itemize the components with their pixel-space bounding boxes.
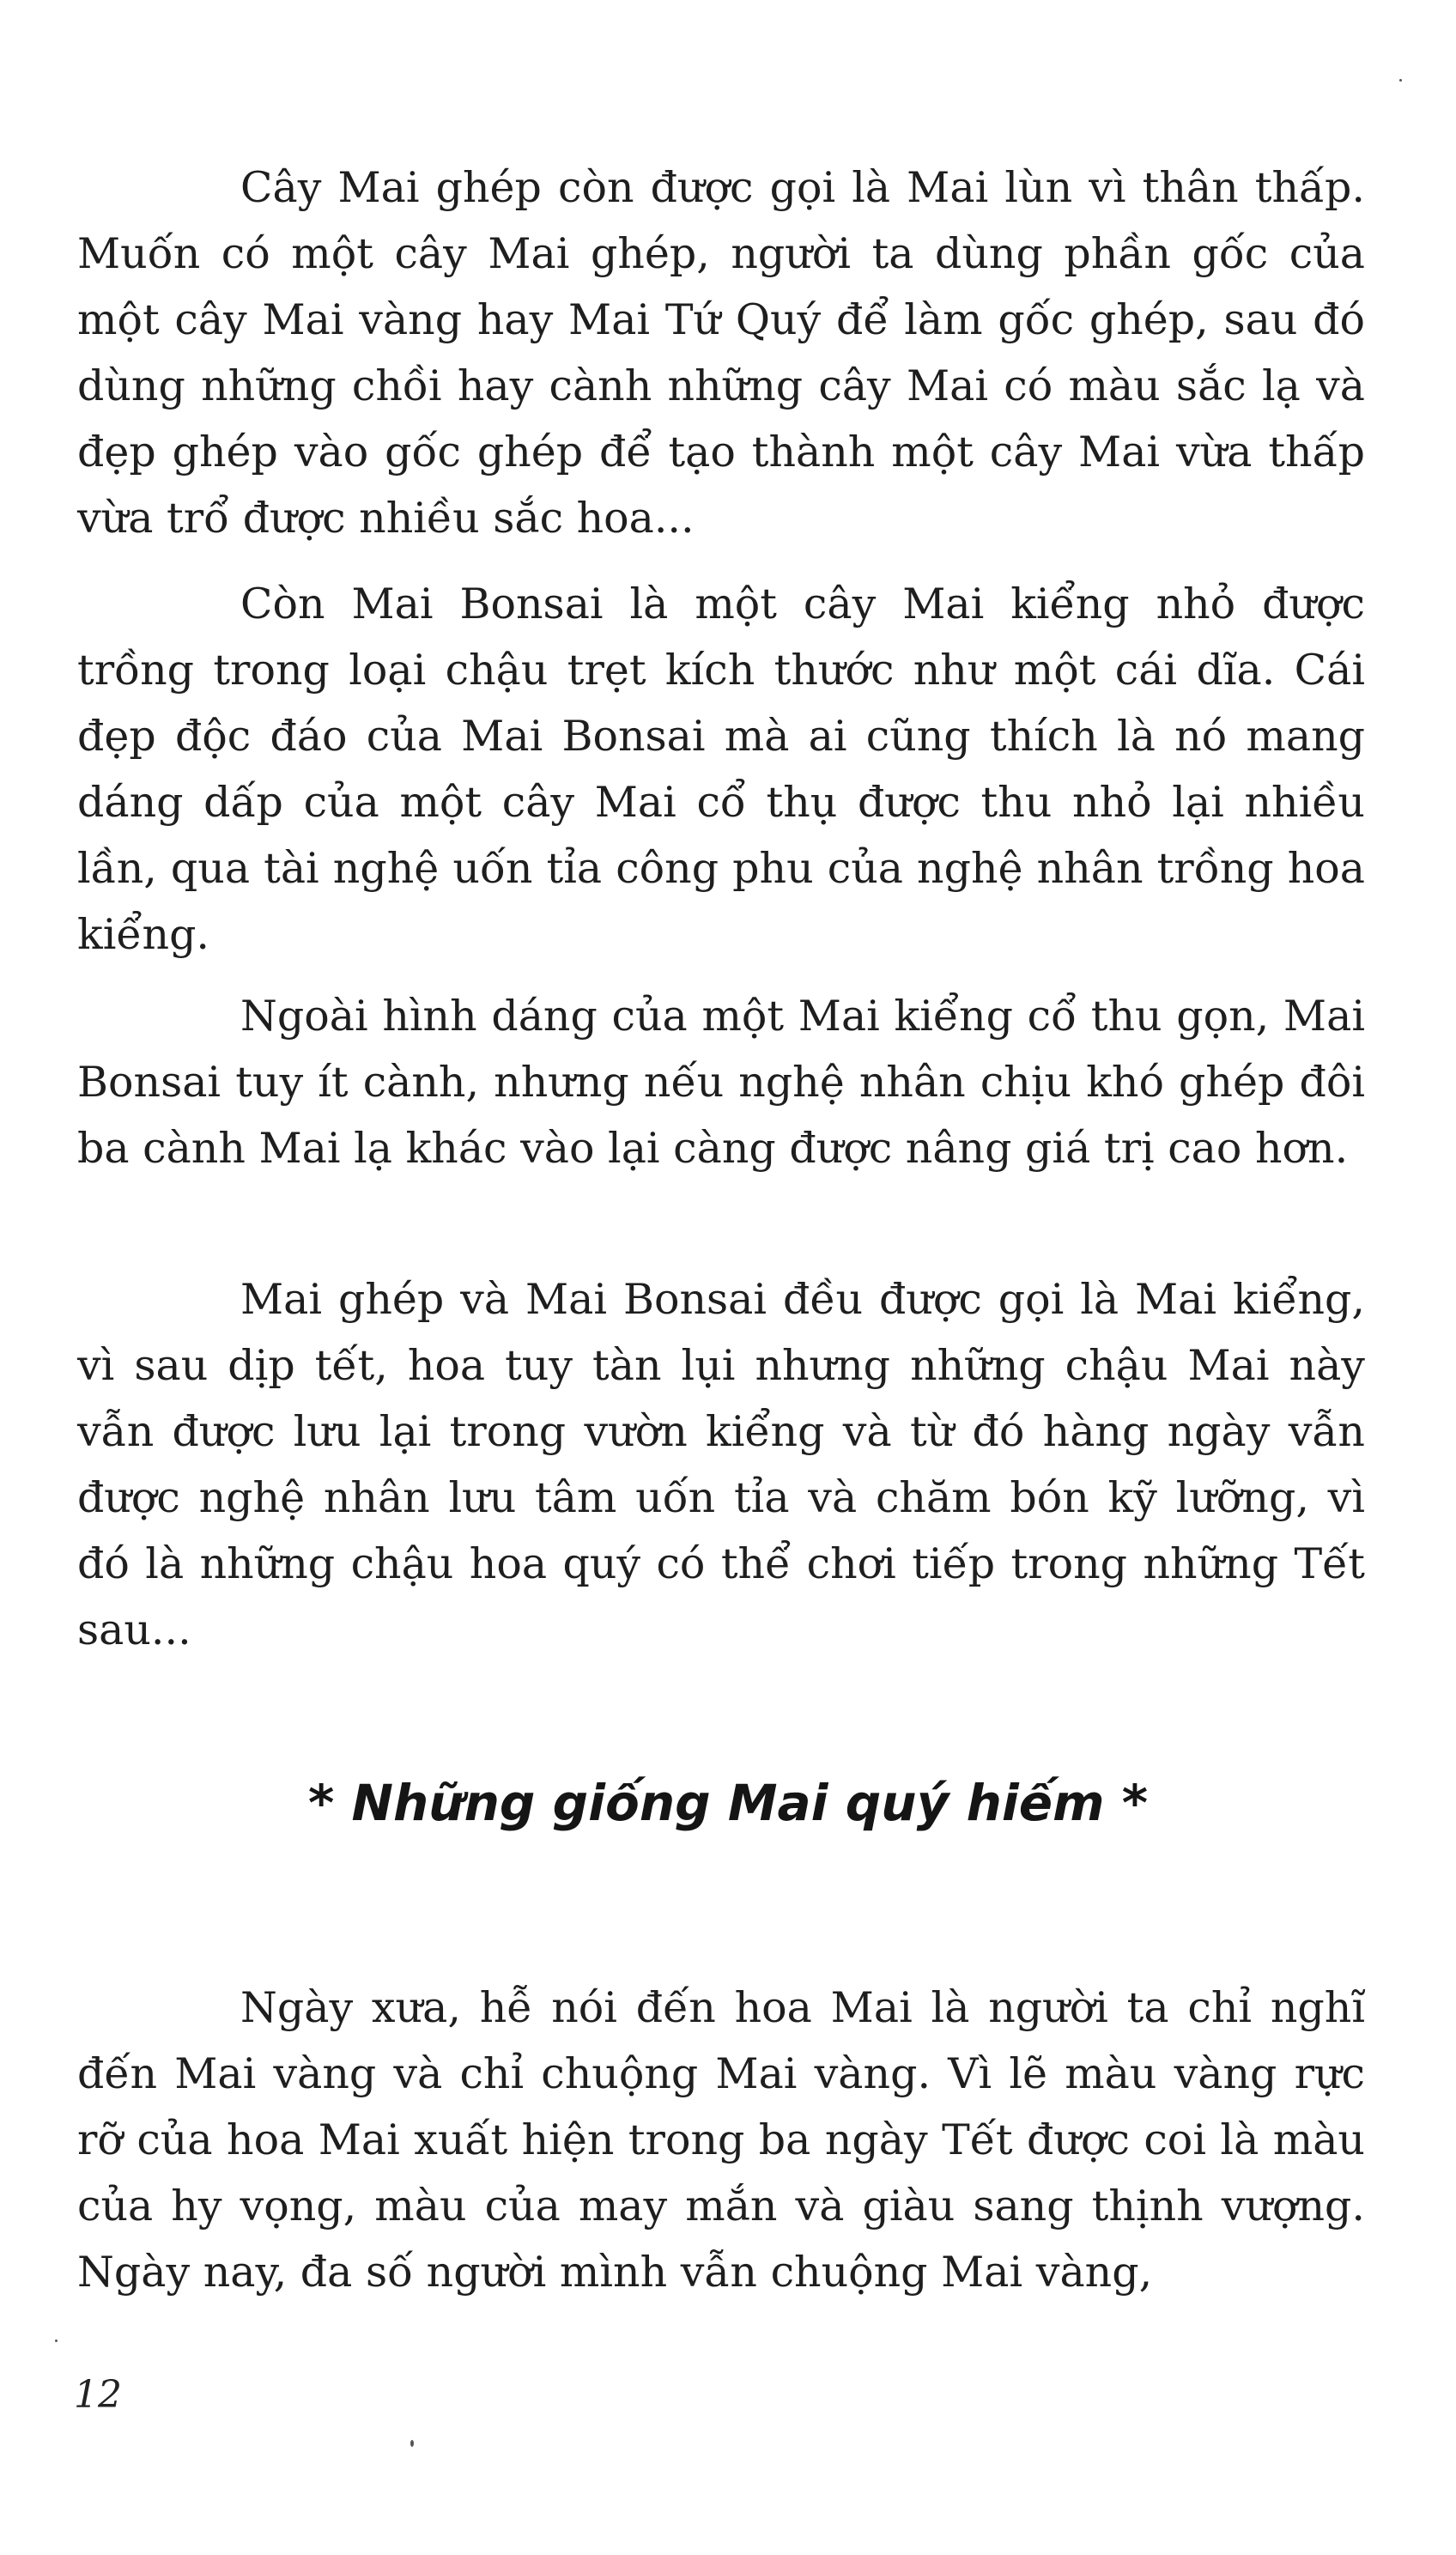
paragraph-bonsai-mai bbox=[77, 571, 1365, 968]
paragraph-text: Ngoài hình dáng của một Mai kiểng cổ thu gọn, Mai Bonsai tuy ít cành, nhưng nếu nghệ nhân chịu khó ghép đôi ba cành Mai lạ khác vào lại càng được nâng giá trị cao hơn. bbox=[77, 992, 1365, 1173]
paragraph-rare-varieties bbox=[77, 1975, 1365, 2305]
paragraph-text: Mai ghép và Mai Bonsai đều được gọi là Mai kiểng, vì sau dịp tết, hoa tuy tàn lụi nhưng những chậu Mai này vẫn được lưu lại trong vườn kiểng và từ đó hàng ngày vẫn được nghệ nhân lưu tâm uốn tỉa và chăm bón kỹ lưỡng, vì đó là những chậu hoa quý có thể chơi tiếp trong những Tết sau... bbox=[77, 1275, 1365, 1654]
paragraph-grafted-mai bbox=[77, 155, 1365, 551]
paragraph-text: Ngày xưa, hễ nói đến hoa Mai là người ta chỉ nghĩ đến Mai vàng và chỉ chuộng Mai vàng. Vì lẽ màu vàng rực rỡ của hoa Mai xuất hiện trong ba ngày Tết được coi là màu của hy vọng, màu của may mắn và giàu sang thịnh vượng. Ngày nay, đa số người mình vẫn chuộng Mai vàng, bbox=[77, 1983, 1365, 2297]
section-heading: * Những giống Mai quý hiếm * bbox=[307, 1774, 1149, 1832]
scan-speck bbox=[55, 2340, 58, 2342]
paragraph-text: Còn Mai Bonsai là một cây Mai kiểng nhỏ được trồng trong loại chậu trẹt kích thước như một cái dĩa. Cái đẹp độc đáo của Mai Bonsai mà ai cũng thích là nó mang dáng dấp của một cây Mai cổ thụ được thu nhỏ lại nhiều lần, qua tài nghệ uốn tỉa công phu của nghệ nhân trồng hoa kiểng. bbox=[77, 580, 1365, 959]
scan-speck bbox=[410, 2440, 414, 2447]
paragraph-ornamental-mai bbox=[77, 1266, 1365, 1663]
page-number: 12 bbox=[74, 2373, 122, 2417]
paragraph-text: Cây Mai ghép còn được gọi là Mai lùn vì thân thấp. Muốn có một cây Mai ghép, người ta dùng phần gốc của một cây Mai vàng hay Mai Tứ Quý để làm gốc ghép, sau đó dùng những chồi hay cành những cây Mai có màu sắc lạ và đẹp ghép vào gốc ghép để tạo thành một cây Mai vừa thấp vừa trổ được nhiều sắc hoa... bbox=[77, 163, 1365, 543]
scan-speck bbox=[1399, 79, 1402, 82]
paragraph-bonsai-shape bbox=[77, 983, 1365, 1181]
